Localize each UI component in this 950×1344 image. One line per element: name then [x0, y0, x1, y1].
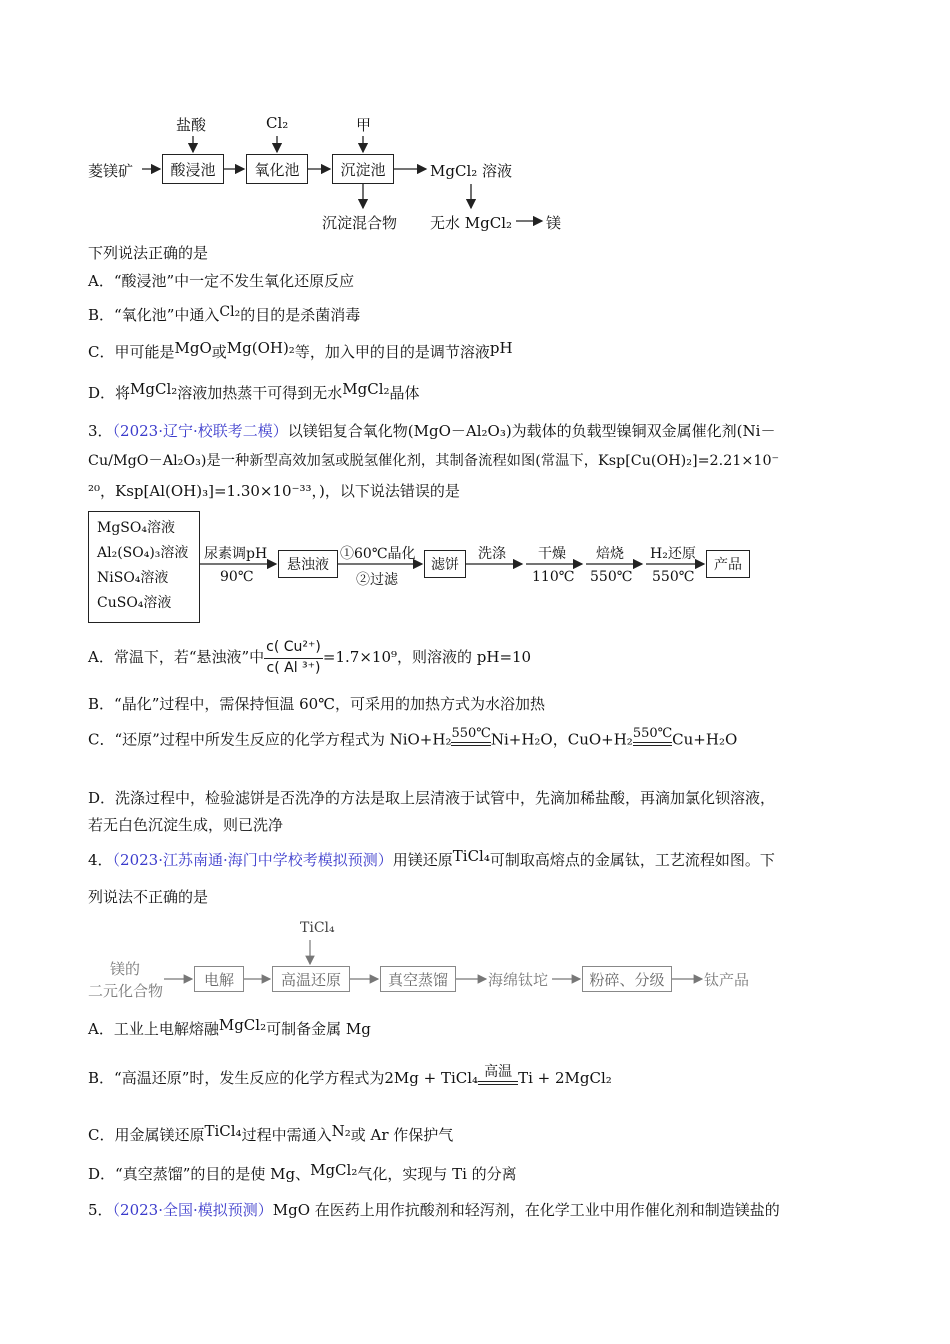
q4-line2: 列说法不正确的是 [88, 888, 209, 906]
q4-line1: 4．（2023·江苏南通·海门中学校考模拟预测）用镁还原TiCl₄可制取高熔点的金属钛，工艺流程如图。下 [88, 847, 775, 869]
high-temp-reduction-box: 高温还原 [272, 966, 350, 992]
condition-550c-1: 550℃ [451, 727, 490, 754]
q2-stem: 下列说法正确的是 [88, 244, 209, 262]
sponge-titanium: 海绵钛坨 [488, 971, 549, 989]
q3-option-b: B．“晶化”过程中，需保持恒温 60℃，可采用的加热方式为水浴加热 [88, 695, 545, 713]
q4-option-d: D．“真空蒸馏”的目的是使 Mg、MgCl₂气化，实现与 Ti 的分离 [88, 1161, 517, 1183]
input-chlorine: Cl₂ [266, 114, 289, 132]
q4-option-b: B．“高温还原”时，发生反应的化学方程式为2Mg + TiCl₄ 高温 Ti + 2MgCl₂ [88, 1065, 612, 1093]
cuso4-solution: CuSO₄溶液 [97, 595, 172, 611]
input-hydrochloric-acid: 盐酸 [176, 116, 207, 134]
step-90c: 90℃ [220, 569, 254, 585]
anhydrous-mgcl2: 无水 MgCl₂ [430, 214, 513, 232]
start-magnesium: 镁的 [110, 960, 141, 978]
mgso4-solution: MgSO₄溶液 [97, 520, 175, 536]
step-110c: 110℃ [532, 569, 575, 585]
q3-option-a: A．常温下，若“悬浊液”中 $\frac{\text{c( Cu²⁺)}}{\text{c( Al ³⁺)}}$ =1.7×10⁹，则溶液的 pH=10 [88, 638, 531, 678]
start-binary-compound: 二元化合物 [88, 982, 164, 1000]
q3-line2: Cu/MgO－Al₂O₃)是一种新型高效加氢或脱氢催化剂，其制备流程如图(常温下，Ksp[Cu(OH)₂]=2.21×10⁻ [88, 453, 780, 469]
oxidation-box: 氧化池 [246, 154, 308, 184]
precipitation-box: 沉淀池 [332, 154, 394, 184]
acid-leach-box: 酸浸池 [162, 154, 224, 184]
q4-option-c: C．用金属镁还原TiCl₄过程中需通入N₂或 Ar 作保护气 [88, 1122, 454, 1144]
vacuum-distillation-box: 真空蒸馏 [380, 966, 456, 992]
suspension-box: 悬浊液 [278, 550, 338, 578]
step-urea-ph: 尿素调pH [204, 546, 268, 562]
q3-option-c: C．“还原”过程中所发生反应的化学方程式为 NiO+H₂ 550℃ Ni+H₂O，CuO+H₂ 550℃ Cu+H₂O [88, 727, 737, 754]
electrolysis-box: 电解 [194, 966, 244, 992]
q3-line3: ²⁰，Ksp[Al(OH)₃]=1.30×10⁻³³，)，以下说法错误的是 [88, 482, 460, 500]
step-wash: 洗涤 [478, 546, 506, 562]
flow1-start: 菱镁矿 [88, 162, 134, 180]
al2so43-solution: Al₂(SO₄)₃溶液 [97, 545, 189, 561]
q2-option-d: D．将MgCl₂溶液加热蒸干可得到无水MgCl₂晶体 [88, 380, 420, 402]
step-dry: 干燥 [538, 546, 566, 562]
condition-high-temp: 高温 [478, 1065, 518, 1093]
step-h2-reduce: H₂还原 [650, 546, 696, 562]
niso4-solution: NiSO₄溶液 [97, 570, 169, 586]
q2-option-c: C．甲可能是MgO或Mg(OH)₂等，加入甲的目的是调节溶液pH [88, 339, 513, 361]
q4-option-a: A．工业上电解熔融MgCl₂可制备金属 Mg [88, 1016, 371, 1038]
q2-option-b: B．“氧化池”中通入Cl₂的目的是杀菌消毒 [88, 304, 361, 324]
step-filter: ②过滤 [356, 572, 398, 588]
q4-source: （2023·江苏南通·海门中学校考模拟预测） [112, 851, 393, 869]
step-crystallize: ①60℃晶化 [340, 546, 416, 562]
q3-line1: 3．（2023·辽宁·校联考二模）以镁铝复合氧化物(MgO－Al₂O₃)为载体的负载型镍铜双金属催化剂(Ni－ [88, 422, 776, 440]
concentration-ratio: $\frac{\text{c( Cu²⁺)}}{\text{c( Al ³⁺)}}$ [266, 639, 321, 676]
condition-550c-2: 550℃ [633, 727, 672, 754]
crush-grade-box: 粉碎、分级 [582, 966, 672, 992]
step-roast: 焙烧 [596, 546, 624, 562]
q3-source: （2023·辽宁·校联考二模） [112, 422, 288, 440]
mgcl2-solution: MgCl₂ 溶液 [430, 162, 513, 180]
q3-option-d-1: D．洗涤过程中，检验滤饼是否洗净的方法是取上层清液于试管中，先滴加稀盐酸，再滴加氯化钡溶液， [88, 789, 776, 807]
input-ticl4: TiCl₄ [300, 920, 335, 936]
titanium-product: 钛产品 [704, 971, 750, 989]
q2-option-a: A．“酸浸池”中一定不发生氧化还原反应 [88, 272, 355, 290]
magnesium: 镁 [546, 214, 562, 232]
q5-line1: 5．（2023·全国·模拟预测）MgO 在医药上用作抗酸剂和轻泻剂，在化学工业中用作催化剂和制造镁盐的 [88, 1201, 780, 1219]
filter-cake-box: 滤饼 [424, 550, 466, 578]
input-jia: 甲 [356, 116, 372, 134]
q5-source: （2023·全国·模拟预测） [112, 1201, 273, 1219]
product-box: 产品 [706, 550, 750, 578]
q3-option-d-2: 若无白色沉淀生成，则已洗净 [88, 816, 284, 834]
step-550c-b: 550℃ [652, 569, 695, 585]
precipitate-mixture: 沉淀混合物 [322, 214, 398, 232]
step-550c-a: 550℃ [590, 569, 633, 585]
